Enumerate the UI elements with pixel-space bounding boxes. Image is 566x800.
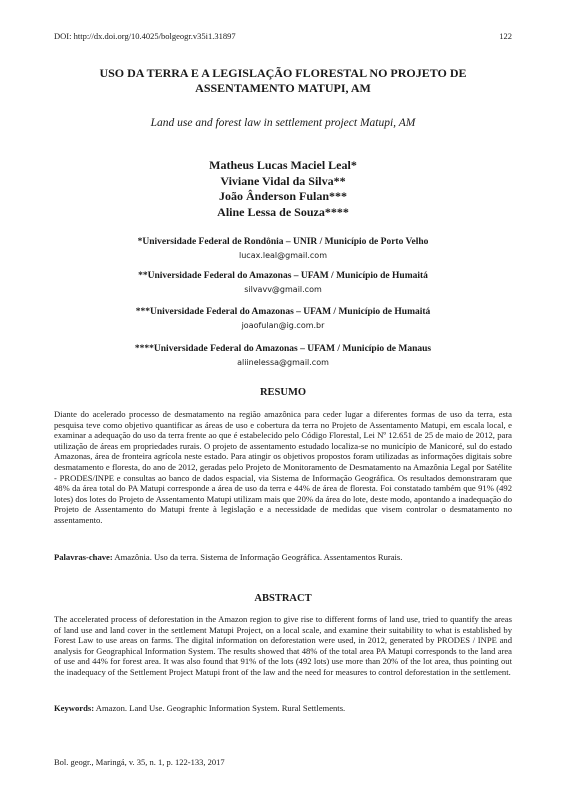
affiliation-institution: *Universidade Federal de Rondônia – UNIR / Município de Porto Velho bbox=[137, 237, 429, 247]
affiliation-3 bbox=[40, 306, 526, 331]
author-1: Matheus Lucas Maciel Leal* bbox=[209, 158, 357, 172]
keywords-label: Palavras-chave: bbox=[54, 552, 113, 562]
page-number: 122 bbox=[499, 31, 512, 41]
affiliation-email: aliinelessa@gmail.com bbox=[237, 358, 329, 367]
affiliation-4 bbox=[40, 343, 526, 368]
affiliation-institution: ****Universidade Federal do Amazonas – UFAM / Município de Manaus bbox=[134, 344, 432, 354]
keywords-label: Keywords: bbox=[54, 703, 95, 713]
affiliation-institution: ***Universidade Federal do Amazonas – UFAM / Município de Humaitá bbox=[135, 307, 431, 317]
abstract-heading: ABSTRACT bbox=[254, 593, 312, 604]
title-line-1: USO DA TERRA E A LEGISLAÇÃO FLORESTAL NO PROJETO DE bbox=[99, 66, 467, 80]
author-list bbox=[40, 158, 526, 220]
title-line-2: ASSENTAMENTO MATUPI, AM bbox=[195, 81, 371, 95]
abstract-keywords bbox=[54, 703, 512, 714]
author-4: Aline Lessa de Souza**** bbox=[217, 204, 349, 219]
abstract-text: The accelerated process of deforestation in the Amazon region to give rise to different forms of land use, tried to quantify the areas of land use and land cover in the settlement Matupi Project, on a local scale, and examine their suitability to what is established by Forest Law to use areas on farms. The digital information on deforestation were used, in 2012, generated by PRODES / INPE and analysis for Geographical Information System. The results showed that 48% of the total area PA Matupi corresponds to the land area of use and 44% for forest area. It was also found that 91% of the lots (492 lots) use more than 20% of the lot area, thus pointing out the inadequacy of the Settlement Project Matupi front of the law and the need for measures to control deforestation in the settlement. bbox=[54, 614, 512, 677]
page-header bbox=[54, 31, 512, 41]
page-footer: Bol. geogr., Maringá, v. 35, n. 1, p. 122-133, 2017 bbox=[54, 757, 225, 767]
affiliation-2 bbox=[40, 270, 526, 295]
affiliation-email: silvavv@gmail.com bbox=[244, 285, 322, 294]
doi-text: DOI: http://dx.doi.org/10.4025/bolgeogr.v35i1.31897 bbox=[54, 31, 236, 41]
english-title: Land use and forest law in settlement project Matupi, AM bbox=[150, 117, 416, 129]
affiliation-institution: **Universidade Federal do Amazonas – UFAM / Município de Humaitá bbox=[138, 271, 428, 281]
keywords-list: Amazônia. Uso da terra. Sistema de Informação Geográfica. Assentamentos Rurais. bbox=[112, 552, 403, 562]
affiliation-1 bbox=[40, 236, 526, 261]
affiliation-email: lucax.leal@gmail.com bbox=[239, 251, 327, 260]
author-3: João Ânderson Fulan*** bbox=[218, 189, 348, 203]
resumo-heading: RESUMO bbox=[259, 387, 307, 398]
author-2: Viviane Vidal da Silva** bbox=[220, 173, 346, 188]
keywords-list: Amazon. Land Use. Geographic Information System. Rural Settlements. bbox=[94, 703, 346, 713]
resumo-keywords bbox=[54, 552, 512, 563]
resumo-text: Diante do acelerado processo de desmatamento na região amazônica para ceder lugar a diferentes formas de uso da terra, esta pesquisa teve como objetivo quantificar as áreas de uso e cobertura da terra no Projeto de Assentamento Matupi, em escala local, e examinar a adequação do uso da terra frente ao que é estabelecido pelo Código Florestal, Lei Nº 12.651 de 25 de maio de 2012, para utilização de áreas em propriedades rurais. O projeto de assentamento estudado localiza-se no município de Manicoré, sul do estado Amazonas, área de fronteira agrícola neste estado. Para atingir os objetivos propostos foram utilizadas as informações digitais sobre desmatamento e floresta, do ano de 2012, geradas pelo Projeto de Monitoramento de Desmatamento na Amazônia Legal por Satélite - PRODES/INPE e consultas ao banco de dados espacial, via Sistema de Informação Geográfica. Os resultados demonstraram que 48% da área total do PA Matupi corresponde a área de uso da terra e 44% de área de floresta. Foi constatado também que 91% (492 lotes) dos lotes do Projeto de Assentamento Matupi utilizam mais que 20% da área do lote, deste modo, apontando a inadequação do Projeto de Assentamento do Matupi frente à legislação e a necessidade de medidas que visem controlar o desmatamento no assentamento. bbox=[54, 409, 512, 525]
paper-title bbox=[40, 66, 526, 96]
affiliation-email: joaofulan@ig.com.br bbox=[241, 321, 325, 330]
